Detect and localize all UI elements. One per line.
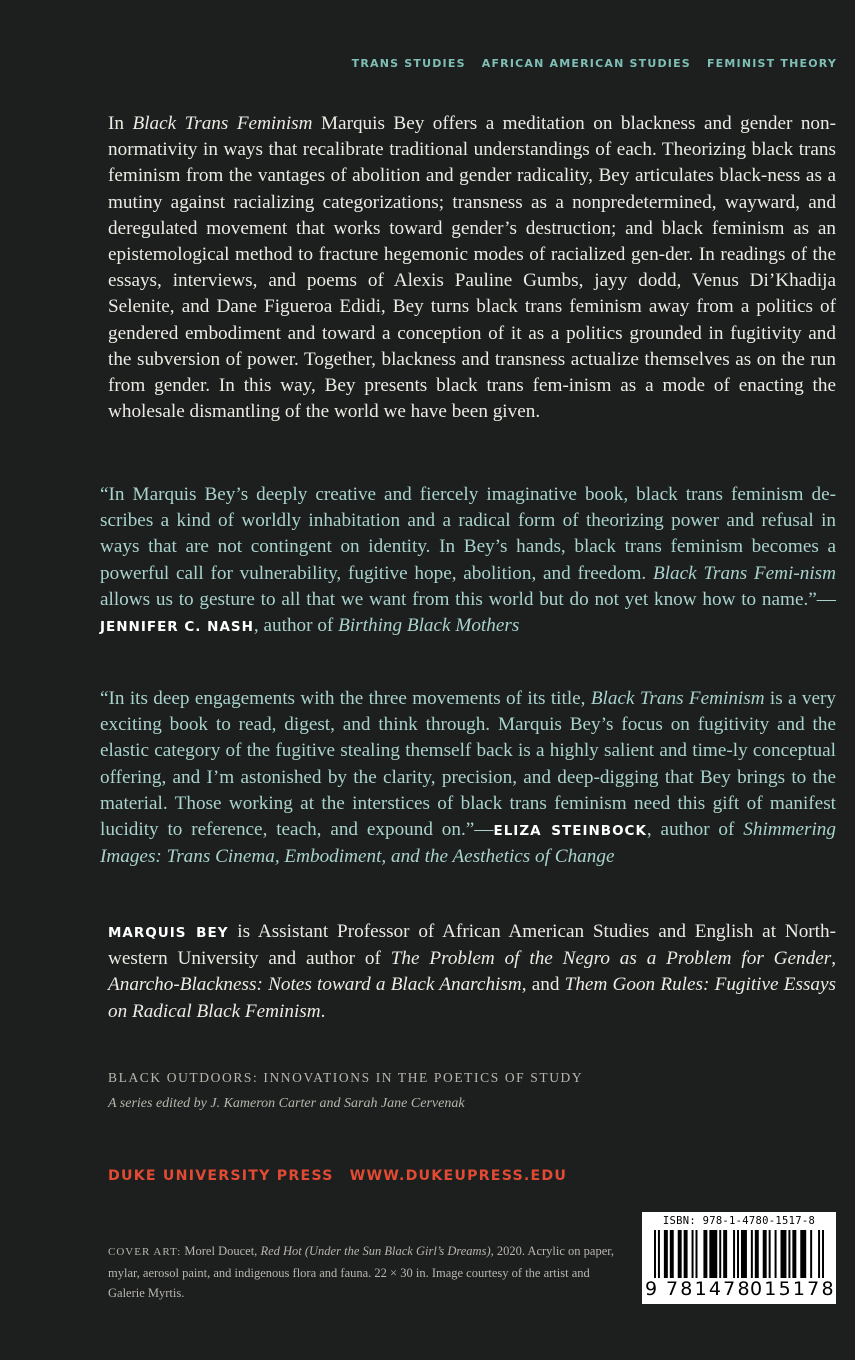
- barcode-bar: [755, 1230, 759, 1278]
- barcode-bar: [818, 1230, 820, 1278]
- blurb-nash-text: “In Marquis Bey’s deeply creative and fiercely imaginative book, black trans feminism de-scribes a kind of worldly inhabitation and a radical form of theorizing power and refusal in ways that are not contingent on identity. In Bey’s hands, black trans feminism becomes a powerful call for vulnerability, fugitive hope, abolition, and freedom.: [100, 484, 836, 584]
- barcode-bar: [792, 1230, 796, 1278]
- blurb-steinbock-text: “In its deep engagements with the three movements of its title,: [100, 688, 591, 709]
- description-body: Marquis Bey offers a meditation on blackness and gender non-normativity in ways that recalibrate traditional understandings of each. Theorizing black trans feminism from the vantages of abolition and gender radicality, Bey articulates black-ness as a mutiny against racializing categorizations; transness as a nonpredetermined, wayward, and deregulated movement that works toward gender’s destruction; and black feminism as an epistemological method to fracture hegemonic modes of racialized gen-der. In readings of the essays, interviews, and poems of Alexis Pauline Gumbs, jayy dodd, Venus Di’Khadija Selenite, and Dane Figueroa Edidi, Bey turns black trans feminism away from a politics of gendered embodiment and toward a conception of it as a politics grounded in fugitivity and the subversion of power. Together, blackness and transness actualize themselves as on the run from gender. In this way, Bey presents black trans fem-inism as a mode of enacting the wholesale dismantling of the world we have been given.: [108, 113, 836, 423]
- barcode-bar: [737, 1230, 739, 1278]
- barcode-bar: [678, 1230, 682, 1278]
- subject-categories: [341, 57, 837, 70]
- barcode-bar: [769, 1230, 771, 1278]
- publisher-name: DUKE UNIVERSITY PRESS: [108, 1168, 334, 1184]
- subject-trans-studies: TRANS STUDIES: [351, 57, 466, 70]
- barcode-bar: [692, 1230, 694, 1278]
- blurb-nash-author-of: , author of: [253, 615, 339, 637]
- blurb-nash-author: JENNIFER C. NASH: [100, 619, 254, 636]
- barcode-bar: [658, 1230, 660, 1278]
- blurb-steinbock-text-end: is a very exciting book to read, digest, and think through. Marquis Bey’s focus on fugitivity and the elastic category of the fugitive stealing themself back is a highly salient and time-ly conceptual offering, and I’m astonished by the clarity, precision, and deep-digging that Bey brings to the material. Those working at the interstices of black trans feminism need this gift of manifest lucidity to reference, teach, and expound on.”—: [100, 688, 836, 841]
- barcode-bar: [654, 1230, 656, 1278]
- barcode-bar: [781, 1230, 787, 1278]
- bio-book-1: The Problem of the Negro as a Problem for Gender: [390, 948, 832, 970]
- barcode-bar: [670, 1230, 674, 1278]
- blurb-nash: [100, 482, 836, 640]
- blurb-steinbock-book-title: Black Trans Feminism: [590, 688, 765, 709]
- bio-book-2: Anarcho-Blackness: Notes toward a Black Anarchism: [108, 974, 522, 996]
- series-editors: A series edited by J. Kameron Carter and Sarah Jane Cervenak: [108, 1096, 465, 1111]
- bio-separator-2: , and: [521, 974, 565, 996]
- barcode-bars: [654, 1230, 824, 1282]
- isbn-digits: [642, 1278, 836, 1302]
- series-title: BLACK OUTDOORS: INNOVATIONS IN THE POETICS OF STUDY: [108, 1070, 584, 1085]
- barcode-bar: [810, 1230, 812, 1278]
- bio-separator-1: ,: [831, 948, 836, 970]
- description-book-title: Black Trans Feminism: [132, 113, 313, 134]
- description-lead: In: [108, 113, 133, 134]
- barcode-bar: [719, 1230, 721, 1278]
- publisher-url: WWW.DUKEUPRESS.EDU: [349, 1168, 568, 1184]
- blurb-nash-book-title: Black Trans Femi-nism: [653, 562, 836, 584]
- bio-book-3: Them Goon Rules: Fugitive Essays on Radical Black Feminism: [108, 974, 836, 1022]
- cover-art-artist: Morel Doucet,: [181, 1244, 261, 1258]
- blurb-steinbock-author-of: , author of: [646, 819, 744, 841]
- author-bio: [108, 919, 836, 1025]
- blurb-steinbock-author-book: Shimmering Images: Trans Cinema, Embodiment, and the Aesthetics of Change: [100, 819, 836, 868]
- barcode-bar: [696, 1230, 698, 1278]
- subject-african-american-studies: AFRICAN AMERICAN STUDIES: [481, 57, 691, 70]
- blurb-nash-text-end: allows us to gesture to all that we want from this world but do not yet know how to name.”—: [100, 588, 836, 610]
- isbn-digits-left: 781478: [666, 1278, 752, 1300]
- isbn-barcode: [642, 1212, 836, 1304]
- cover-art-work-title: Red Hot (Under the Sun Black Girl’s Dreams): [260, 1244, 491, 1258]
- isbn-digit-first: 9: [645, 1278, 658, 1300]
- cover-art-details: , 2020. Acrylic on paper, mylar, aerosol paint, and indigenous flora and fauna. 22 × 30 in. Image courtesy of the artist and Galerie Myrtis.: [108, 1244, 615, 1300]
- bio-author-name: MARQUIS BEY: [108, 925, 229, 941]
- subject-feminist-theory: FEMINIST THEORY: [706, 57, 837, 70]
- barcode-bar: [788, 1230, 790, 1278]
- cover-art-credit: [108, 1241, 628, 1304]
- barcode-bar: [703, 1230, 707, 1278]
- barcode-bar: [751, 1230, 753, 1278]
- barcode-bar: [684, 1230, 688, 1278]
- barcode-bar: [822, 1230, 824, 1278]
- barcode-bar: [709, 1230, 717, 1278]
- bio-end: .: [320, 1000, 326, 1022]
- cover-art-label: COVER ART:: [108, 1246, 182, 1258]
- publisher-line: [108, 1168, 567, 1184]
- barcode-bar: [763, 1230, 767, 1278]
- barcode-bar: [800, 1230, 806, 1278]
- book-description: [108, 111, 836, 425]
- isbn-label: ISBN: 978-1-4780-1517-8: [662, 1215, 816, 1227]
- barcode-bar: [733, 1230, 735, 1278]
- bio-text: is Assistant Professor of African American Studies and English at North-western University and author of: [108, 921, 836, 970]
- blurb-nash-author-book: Birthing Black Mothers: [338, 615, 520, 637]
- isbn-digits-right: 015178: [750, 1278, 836, 1300]
- barcode-bar: [664, 1230, 668, 1278]
- barcode-bar: [723, 1230, 727, 1278]
- blurb-steinbock: [100, 686, 836, 870]
- blurb-steinbock-author: ELIZA STEINBOCK: [493, 823, 647, 840]
- barcode-bar: [775, 1230, 777, 1278]
- barcode-bar: [741, 1230, 747, 1278]
